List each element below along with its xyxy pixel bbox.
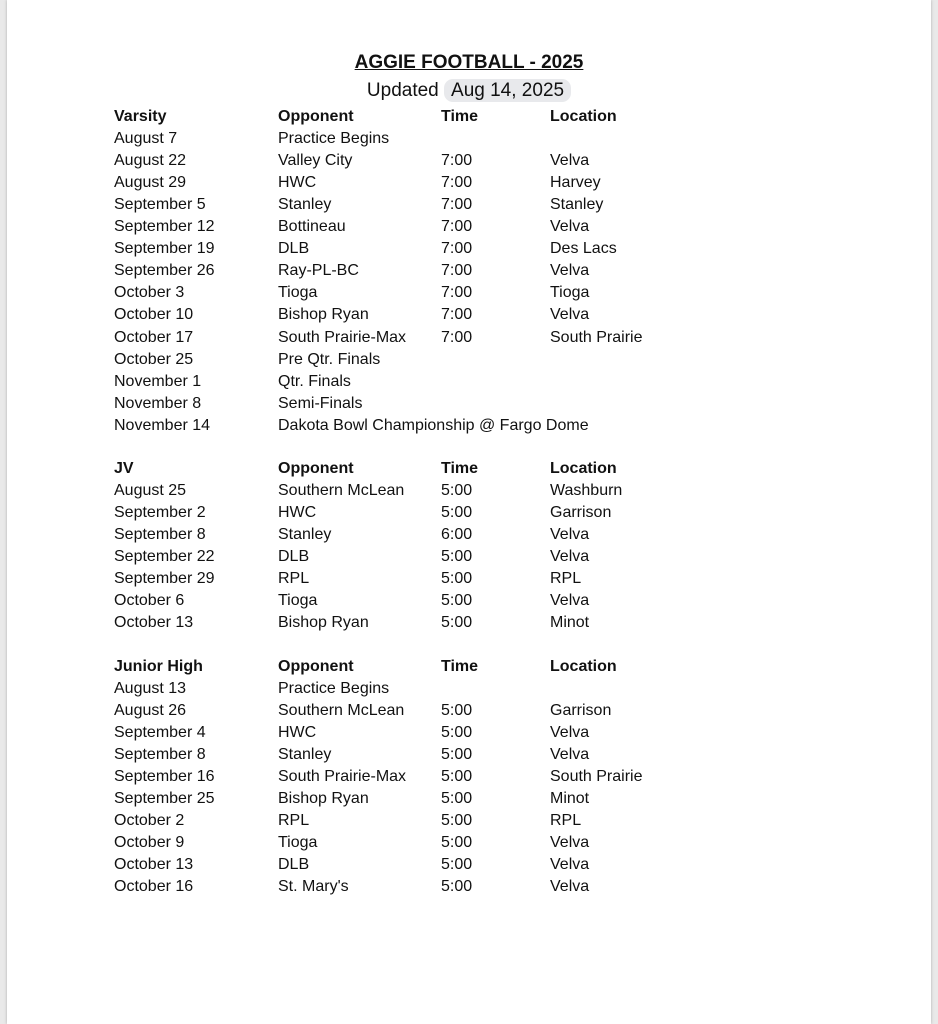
varsity-header-row	[0, 108, 938, 130]
game-opponent: Bishop Ryan	[278, 306, 369, 323]
game-time: 5:00	[441, 790, 473, 807]
game-location: Velva	[550, 856, 590, 873]
game-date: September 4	[114, 724, 206, 741]
game-time: 5:00	[441, 746, 473, 763]
jv-header-row	[0, 460, 938, 482]
game-location: Velva	[550, 306, 590, 323]
game-date: November 1	[114, 373, 202, 390]
game-date: September 19	[114, 240, 215, 257]
game-opponent: Stanley	[278, 746, 332, 763]
game-time: 5:00	[441, 878, 473, 895]
table-row	[0, 395, 938, 417]
table-row	[0, 768, 938, 790]
table-row	[0, 724, 938, 746]
game-date: September 2	[114, 504, 206, 521]
table-row	[0, 526, 938, 548]
game-location: Minot	[550, 790, 590, 807]
game-location: Velva	[550, 834, 590, 851]
team-heading: Junior High	[114, 658, 203, 675]
location-heading: Location	[550, 108, 617, 125]
game-opponent: Bishop Ryan	[278, 790, 369, 807]
game-opponent: RPL	[278, 570, 310, 587]
game-time: 7:00	[441, 152, 473, 169]
game-time: 5:00	[441, 504, 473, 521]
game-date: October 9	[114, 834, 185, 851]
game-location: Velva	[550, 878, 590, 895]
time-heading: Time	[441, 108, 479, 125]
game-location: Velva	[550, 746, 590, 763]
updated-label: Updated	[366, 80, 439, 101]
game-date: August 13	[114, 680, 187, 697]
table-row	[0, 856, 938, 878]
game-location: Minot	[550, 614, 590, 631]
game-opponent: St. Mary's	[278, 878, 349, 895]
game-opponent: Tioga	[278, 284, 318, 301]
game-opponent: Tioga	[278, 834, 318, 851]
game-date: August 22	[114, 152, 187, 169]
game-time: 5:00	[441, 702, 473, 719]
game-location: Velva	[550, 218, 590, 235]
game-time: 6:00	[441, 526, 473, 543]
game-opponent: Semi-Finals	[278, 395, 363, 412]
game-location: Velva	[550, 526, 590, 543]
table-row	[0, 306, 938, 328]
game-time: 5:00	[441, 482, 473, 499]
game-opponent: DLB	[278, 548, 310, 565]
table-row	[0, 262, 938, 284]
table-row	[0, 417, 938, 439]
game-opponent: Southern McLean	[278, 702, 405, 719]
game-time: 5:00	[441, 592, 473, 609]
game-opponent: HWC	[278, 724, 317, 741]
game-date: October 2	[114, 812, 185, 829]
junior-high-header-row	[0, 658, 938, 680]
game-location: Garrison	[550, 702, 612, 719]
game-opponent: HWC	[278, 174, 317, 191]
table-row	[0, 548, 938, 570]
game-date: October 6	[114, 592, 185, 609]
game-date: October 13	[114, 614, 194, 631]
game-date: October 25	[114, 351, 194, 368]
location-heading: Location	[550, 658, 617, 675]
game-date: September 12	[114, 218, 215, 235]
game-date: August 29	[114, 174, 187, 191]
game-time: 5:00	[441, 768, 473, 785]
game-location: Garrison	[550, 504, 612, 521]
game-location: RPL	[550, 812, 582, 829]
game-location: South Prairie	[550, 768, 643, 785]
table-row	[0, 152, 938, 174]
game-opponent: Bishop Ryan	[278, 614, 369, 631]
game-time: 7:00	[441, 196, 473, 213]
game-location: Velva	[550, 592, 590, 609]
game-location: Des Lacs	[550, 240, 617, 257]
game-time: 7:00	[441, 262, 473, 279]
game-opponent: HWC	[278, 504, 317, 521]
game-location: Harvey	[550, 174, 601, 191]
game-time: 7:00	[441, 174, 473, 191]
game-location: Stanley	[550, 196, 604, 213]
game-time: 7:00	[441, 240, 473, 257]
game-opponent: South Prairie-Max	[278, 329, 407, 346]
game-date: August 25	[114, 482, 187, 499]
table-row	[0, 878, 938, 900]
game-opponent: Tioga	[278, 592, 318, 609]
game-date: September 5	[114, 196, 206, 213]
time-heading: Time	[441, 460, 479, 477]
game-date: October 10	[114, 306, 194, 323]
table-row	[0, 351, 938, 373]
game-time: 5:00	[441, 856, 473, 873]
table-row	[0, 482, 938, 504]
page-title: AGGIE FOOTBALL - 2025	[354, 52, 584, 73]
game-date: October 16	[114, 878, 194, 895]
team-heading: Varsity	[114, 108, 167, 125]
table-row	[0, 570, 938, 592]
game-opponent: Stanley	[278, 526, 332, 543]
game-date: September 25	[114, 790, 215, 807]
game-date: August 26	[114, 702, 187, 719]
game-opponent: Practice Begins	[278, 680, 390, 697]
table-row	[0, 174, 938, 196]
opponent-heading: Opponent	[278, 658, 354, 675]
location-heading: Location	[550, 460, 617, 477]
game-date: November 8	[114, 395, 202, 412]
game-opponent: Dakota Bowl Championship @ Fargo Dome	[278, 417, 589, 434]
game-time: 5:00	[441, 614, 473, 631]
game-date: September 22	[114, 548, 215, 565]
game-opponent: Qtr. Finals	[278, 373, 351, 390]
time-heading: Time	[441, 658, 479, 675]
game-opponent: RPL	[278, 812, 310, 829]
game-location: Velva	[550, 262, 590, 279]
game-location: Velva	[550, 724, 590, 741]
table-row	[0, 702, 938, 724]
game-opponent: Pre Qtr. Finals	[278, 351, 381, 368]
game-opponent: DLB	[278, 856, 310, 873]
game-opponent: Practice Begins	[278, 130, 390, 147]
game-date: September 16	[114, 768, 215, 785]
table-row	[0, 218, 938, 240]
table-row	[0, 592, 938, 614]
game-opponent: Valley City	[278, 152, 353, 169]
game-location: Velva	[550, 152, 590, 169]
game-location: RPL	[550, 570, 582, 587]
table-row	[0, 680, 938, 702]
updated-date-chip[interactable]: Aug 14, 2025	[444, 79, 571, 102]
game-date: October 3	[114, 284, 185, 301]
table-row	[0, 284, 938, 306]
game-opponent: Ray-PL-BC	[278, 262, 359, 279]
game-date: August 7	[114, 130, 178, 147]
game-date: October 17	[114, 329, 194, 346]
game-time: 5:00	[441, 812, 473, 829]
table-row	[0, 746, 938, 768]
game-date: November 14	[114, 417, 211, 434]
updated-line	[0, 80, 938, 102]
table-row	[0, 329, 938, 351]
game-date: September 26	[114, 262, 215, 279]
game-time: 5:00	[441, 570, 473, 587]
game-location: South Prairie	[550, 329, 643, 346]
team-heading: JV	[114, 460, 134, 477]
game-location: Velva	[550, 548, 590, 565]
table-row	[0, 834, 938, 856]
game-time: 5:00	[441, 834, 473, 851]
table-row	[0, 812, 938, 834]
game-opponent: South Prairie-Max	[278, 768, 407, 785]
game-date: October 13	[114, 856, 194, 873]
table-row	[0, 614, 938, 636]
table-row	[0, 504, 938, 526]
game-time: 5:00	[441, 548, 473, 565]
game-time: 7:00	[441, 284, 473, 301]
game-time: 7:00	[441, 218, 473, 235]
game-opponent: DLB	[278, 240, 310, 257]
table-row	[0, 790, 938, 812]
game-opponent: Southern McLean	[278, 482, 405, 499]
game-date: September 8	[114, 746, 206, 763]
game-location: Washburn	[550, 482, 623, 499]
game-time: 7:00	[441, 306, 473, 323]
opponent-heading: Opponent	[278, 460, 354, 477]
game-location: Tioga	[550, 284, 590, 301]
game-opponent: Bottineau	[278, 218, 346, 235]
table-row	[0, 130, 938, 152]
opponent-heading: Opponent	[278, 108, 354, 125]
table-row	[0, 240, 938, 262]
table-row	[0, 196, 938, 218]
game-date: September 8	[114, 526, 206, 543]
game-opponent: Stanley	[278, 196, 332, 213]
table-row	[0, 373, 938, 395]
game-date: September 29	[114, 570, 215, 587]
game-time: 7:00	[441, 329, 473, 346]
game-time: 5:00	[441, 724, 473, 741]
